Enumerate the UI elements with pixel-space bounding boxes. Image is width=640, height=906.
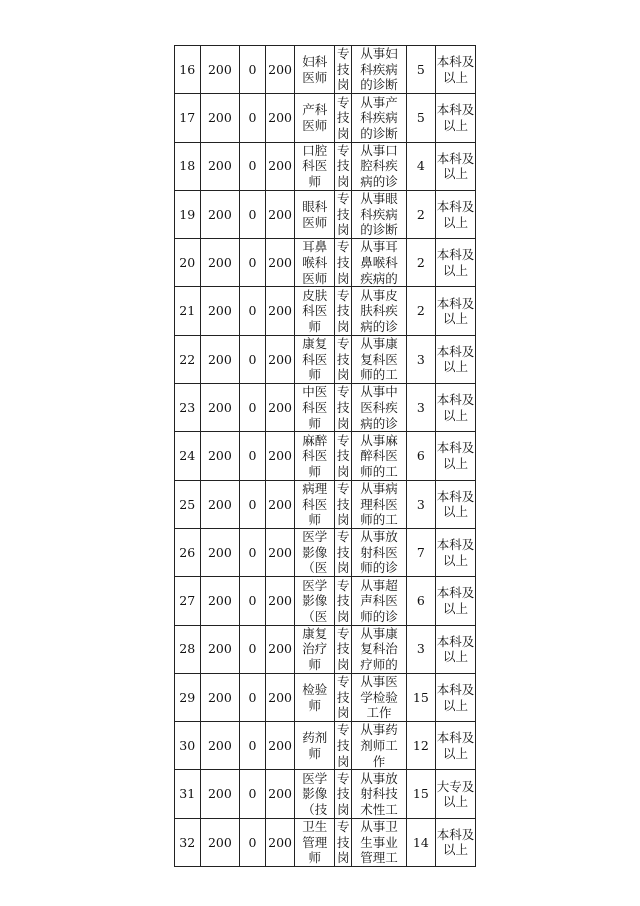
post-type-text: 专技岗 [337, 239, 350, 286]
education-cell [436, 770, 476, 818]
count-b-cell: 0 [240, 673, 266, 721]
post-name-text: 耳鼻喉科医师 [302, 239, 328, 286]
count-c-cell: 200 [265, 335, 295, 383]
count-b-cell: 0 [240, 46, 266, 94]
table-row [175, 625, 476, 673]
count-b-cell: 0 [240, 94, 266, 142]
count-b-cell: 0 [240, 818, 266, 866]
table-row [175, 142, 476, 190]
row-number-cell: 24 [175, 432, 201, 480]
table-row [175, 239, 476, 287]
count-a-cell: 200 [200, 770, 240, 818]
count-c-cell: 200 [265, 770, 295, 818]
post-name-text: 妇科医师 [302, 54, 328, 85]
post-name-text: 口腔科医师 [302, 142, 328, 190]
row-number-cell: 25 [175, 480, 201, 528]
count-c-cell: 200 [265, 287, 295, 335]
count-b-cell: 0 [240, 528, 266, 576]
education-cell [436, 384, 476, 432]
headcount-cell: 2 [406, 287, 436, 335]
post-type-text: 专技岗 [337, 819, 350, 866]
post-type-text: 专技岗 [337, 529, 350, 576]
duty-cell [352, 673, 406, 721]
post-type-cell [335, 432, 352, 480]
count-a-cell: 200 [200, 528, 240, 576]
post-type-text: 专技岗 [337, 432, 350, 479]
count-b-cell: 0 [240, 190, 266, 238]
duty-text: 从事病理科医师的工 [360, 480, 398, 528]
post-type-cell [335, 287, 352, 335]
post-name-text: 检验师 [302, 681, 328, 713]
duty-text: 从事药剂师工作 [360, 722, 398, 769]
duty-cell [352, 190, 406, 238]
post-name-cell [295, 239, 335, 287]
education-cell [436, 287, 476, 335]
row-number-cell: 32 [175, 818, 201, 866]
count-c-cell: 200 [265, 625, 295, 673]
post-type-text: 专技岗 [337, 722, 350, 769]
post-name-text: 中医科医师 [302, 384, 328, 431]
count-a-cell: 200 [200, 432, 240, 480]
row-number-cell: 30 [175, 722, 201, 770]
post-name-cell [295, 94, 335, 142]
education-text: 本科及以上 [436, 488, 475, 520]
duty-text: 从事放射科医师的诊 [360, 529, 398, 576]
row-number-cell: 22 [175, 335, 201, 383]
post-type-cell [335, 239, 352, 287]
count-b-cell: 0 [240, 625, 266, 673]
table-row [175, 673, 476, 721]
education-text: 本科及以上 [436, 54, 475, 85]
count-c-cell: 200 [265, 432, 295, 480]
count-a-cell: 200 [200, 46, 240, 94]
post-name-cell [295, 625, 335, 673]
post-name-text: 卫生管理师 [302, 819, 328, 866]
education-cell [436, 94, 476, 142]
table-row [175, 528, 476, 576]
post-name-cell [295, 528, 335, 576]
count-c-cell: 200 [265, 239, 295, 287]
headcount-cell: 14 [406, 818, 436, 866]
education-cell [436, 480, 476, 528]
table-row [175, 577, 476, 625]
post-name-text: 医学影像（技 [302, 770, 328, 817]
duty-cell [352, 625, 406, 673]
table-row [175, 432, 476, 480]
count-c-cell: 200 [265, 722, 295, 770]
education-cell [436, 577, 476, 625]
duty-cell [352, 142, 406, 190]
count-a-cell: 200 [200, 818, 240, 866]
education-cell [436, 335, 476, 383]
duty-text: 从事卫生事业管理工 [360, 819, 398, 866]
education-cell [436, 432, 476, 480]
post-type-text: 专技岗 [337, 625, 350, 672]
count-a-cell: 200 [200, 722, 240, 770]
headcount-cell: 7 [406, 528, 436, 576]
post-name-text: 皮肤科医师 [302, 287, 328, 334]
education-text: 本科及以上 [436, 343, 475, 375]
duty-text: 从事耳鼻喉科疾病的 [360, 239, 398, 286]
count-c-cell: 200 [265, 480, 295, 528]
count-b-cell: 0 [240, 239, 266, 287]
post-type-text: 专技岗 [337, 674, 350, 721]
row-number-cell: 31 [175, 770, 201, 818]
education-text: 本科及以上 [436, 295, 475, 327]
post-name-cell [295, 673, 335, 721]
row-number-cell: 20 [175, 239, 201, 287]
post-type-text: 专技岗 [337, 142, 350, 190]
post-type-text: 专技岗 [337, 577, 350, 624]
table-row [175, 190, 476, 238]
post-name-cell [295, 432, 335, 480]
count-b-cell: 0 [240, 577, 266, 625]
education-cell [436, 818, 476, 866]
table-row [175, 94, 476, 142]
education-text: 本科及以上 [436, 247, 475, 278]
post-name-cell [295, 818, 335, 866]
duty-text: 从事中医科疾病的诊 [360, 384, 398, 431]
count-a-cell: 200 [200, 287, 240, 335]
education-cell [436, 528, 476, 576]
education-text: 本科及以上 [436, 537, 475, 568]
education-text: 本科及以上 [436, 102, 475, 133]
post-name-text: 康复科医师 [302, 336, 328, 383]
count-b-cell: 0 [240, 722, 266, 770]
education-text: 本科及以上 [436, 585, 475, 616]
count-b-cell: 0 [240, 335, 266, 383]
row-number-cell: 27 [175, 577, 201, 625]
headcount-cell: 5 [406, 94, 436, 142]
count-c-cell: 200 [265, 142, 295, 190]
duty-cell [352, 528, 406, 576]
headcount-cell: 6 [406, 577, 436, 625]
education-text: 本科及以上 [436, 440, 475, 472]
table-row [175, 335, 476, 383]
duty-text: 从事康复科医师的工 [360, 336, 398, 383]
education-text: 本科及以上 [436, 681, 475, 713]
duty-text: 从事口腔科疾病的诊 [360, 142, 398, 190]
post-name-cell [295, 190, 335, 238]
row-number-cell: 16 [175, 46, 201, 94]
post-type-cell [335, 818, 352, 866]
post-type-cell [335, 625, 352, 673]
count-c-cell: 200 [265, 673, 295, 721]
post-name-text: 眼科医师 [302, 198, 328, 230]
row-number-cell: 21 [175, 287, 201, 335]
post-type-cell [335, 94, 352, 142]
table-row [175, 384, 476, 432]
count-a-cell: 200 [200, 94, 240, 142]
post-name-text: 产科医师 [302, 102, 328, 133]
table-row [175, 818, 476, 866]
count-a-cell: 200 [200, 142, 240, 190]
post-name-text: 康复治疗师 [302, 625, 328, 672]
row-number-cell: 28 [175, 625, 201, 673]
post-type-text: 专技岗 [337, 46, 350, 93]
post-type-cell [335, 673, 352, 721]
education-cell [436, 625, 476, 673]
table-row [175, 287, 476, 335]
count-a-cell: 200 [200, 625, 240, 673]
duty-cell [352, 335, 406, 383]
post-name-cell [295, 577, 335, 625]
post-type-text: 专技岗 [337, 480, 350, 528]
post-name-cell [295, 46, 335, 94]
count-a-cell: 200 [200, 335, 240, 383]
post-name-cell [295, 142, 335, 190]
education-cell [436, 142, 476, 190]
post-name-text: 医学影像（医 [302, 529, 328, 576]
row-number-cell: 29 [175, 673, 201, 721]
count-b-cell: 0 [240, 480, 266, 528]
duty-cell [352, 239, 406, 287]
post-type-cell [335, 46, 352, 94]
post-name-text: 病理科医师 [302, 480, 328, 528]
headcount-cell: 12 [406, 722, 436, 770]
post-name-cell [295, 770, 335, 818]
headcount-cell: 15 [406, 770, 436, 818]
post-type-text: 专技岗 [337, 770, 350, 817]
education-text: 本科及以上 [436, 633, 475, 665]
post-name-cell [295, 722, 335, 770]
headcount-cell: 3 [406, 625, 436, 673]
post-name-cell [295, 480, 335, 528]
table-row [175, 770, 476, 818]
headcount-cell: 4 [406, 142, 436, 190]
duty-text: 从事医学检验工作 [360, 674, 398, 721]
count-b-cell: 0 [240, 770, 266, 818]
duty-cell [352, 46, 406, 94]
duty-cell [352, 94, 406, 142]
post-type-cell [335, 335, 352, 383]
post-type-text: 专技岗 [337, 336, 350, 383]
post-name-text: 药剂师 [302, 730, 328, 761]
duty-cell [352, 577, 406, 625]
table-row [175, 722, 476, 770]
education-text: 本科及以上 [436, 826, 475, 858]
count-c-cell: 200 [265, 46, 295, 94]
table-row [175, 480, 476, 528]
duty-text: 从事超声科医师的诊 [360, 577, 398, 624]
post-name-text: 医学影像（医 [302, 577, 328, 624]
headcount-cell: 2 [406, 190, 436, 238]
table-row [175, 46, 476, 94]
duty-text: 从事麻醉科医师的工 [360, 432, 398, 479]
duty-text: 从事放射科技术性工 [360, 770, 398, 817]
duty-text: 从事康复科治疗师的 [360, 625, 398, 672]
duty-cell [352, 480, 406, 528]
count-a-cell: 200 [200, 239, 240, 287]
count-c-cell: 200 [265, 190, 295, 238]
duty-cell [352, 384, 406, 432]
post-name-cell [295, 287, 335, 335]
row-number-cell: 23 [175, 384, 201, 432]
duty-cell [352, 770, 406, 818]
post-type-text: 专技岗 [337, 384, 350, 431]
education-cell [436, 722, 476, 770]
headcount-cell: 3 [406, 480, 436, 528]
count-c-cell: 200 [265, 94, 295, 142]
row-number-cell: 19 [175, 190, 201, 238]
table-body [175, 46, 476, 867]
duty-cell [352, 818, 406, 866]
count-a-cell: 200 [200, 384, 240, 432]
count-b-cell: 0 [240, 432, 266, 480]
count-a-cell: 200 [200, 673, 240, 721]
post-type-text: 专技岗 [337, 191, 350, 238]
post-type-text: 专技岗 [337, 287, 350, 334]
duty-text: 从事产科疾病的诊断 [360, 94, 398, 141]
duty-cell [352, 432, 406, 480]
post-name-cell [295, 335, 335, 383]
post-type-cell [335, 528, 352, 576]
education-text: 本科及以上 [436, 730, 475, 761]
duty-text: 从事妇科疾病的诊断 [360, 46, 398, 93]
duty-text: 从事皮肤科疾病的诊 [360, 287, 398, 334]
count-c-cell: 200 [265, 818, 295, 866]
count-b-cell: 0 [240, 384, 266, 432]
duty-cell [352, 722, 406, 770]
post-name-text: 麻醉科医师 [302, 432, 328, 479]
row-number-cell: 17 [175, 94, 201, 142]
education-text: 本科及以上 [436, 150, 475, 182]
education-text: 大专及以上 [436, 778, 475, 810]
count-a-cell: 200 [200, 480, 240, 528]
count-b-cell: 0 [240, 142, 266, 190]
count-c-cell: 200 [265, 577, 295, 625]
education-text: 本科及以上 [436, 198, 475, 230]
headcount-cell: 2 [406, 239, 436, 287]
headcount-cell: 3 [406, 384, 436, 432]
post-type-cell [335, 480, 352, 528]
post-type-cell [335, 142, 352, 190]
headcount-cell: 15 [406, 673, 436, 721]
education-text: 本科及以上 [436, 392, 475, 423]
duty-text: 从事眼科疾病的诊断 [360, 191, 398, 238]
post-type-cell [335, 384, 352, 432]
post-name-cell [295, 384, 335, 432]
count-a-cell: 200 [200, 190, 240, 238]
count-a-cell: 200 [200, 577, 240, 625]
education-cell [436, 239, 476, 287]
education-cell [436, 673, 476, 721]
post-type-cell [335, 770, 352, 818]
row-number-cell: 26 [175, 528, 201, 576]
count-c-cell: 200 [265, 528, 295, 576]
post-type-cell [335, 577, 352, 625]
headcount-cell: 6 [406, 432, 436, 480]
headcount-cell: 3 [406, 335, 436, 383]
post-type-cell [335, 722, 352, 770]
post-type-text: 专技岗 [337, 94, 350, 141]
education-cell [436, 46, 476, 94]
post-type-cell [335, 190, 352, 238]
education-cell [436, 190, 476, 238]
row-number-cell: 18 [175, 142, 201, 190]
headcount-cell: 5 [406, 46, 436, 94]
duty-cell [352, 287, 406, 335]
count-c-cell: 200 [265, 384, 295, 432]
recruitment-table [174, 45, 476, 867]
count-b-cell: 0 [240, 287, 266, 335]
